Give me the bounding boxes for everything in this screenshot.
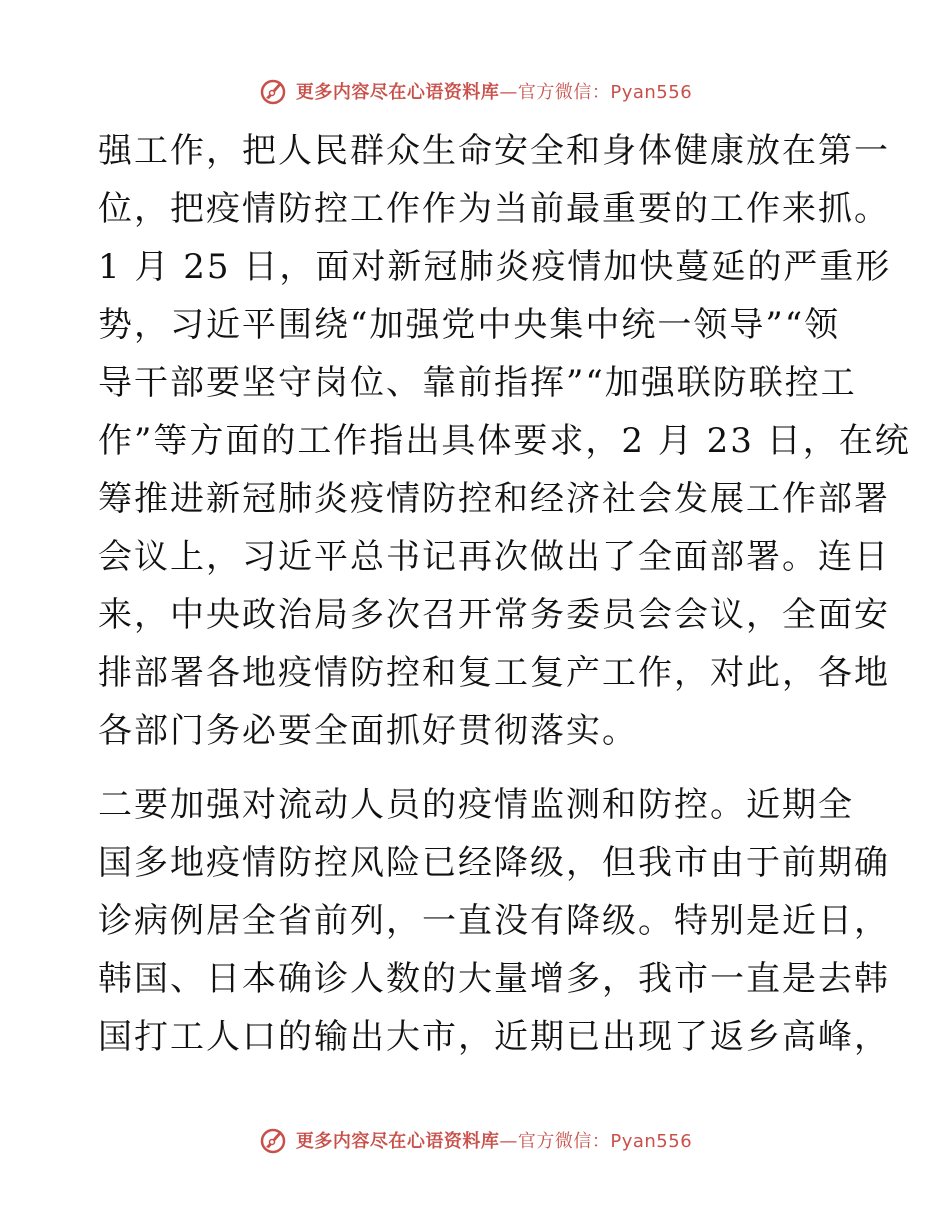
paragraph-1	[98, 122, 911, 760]
text-line: 位，把疫情防控工作作为当前最重要的工作来抓。	[98, 189, 890, 229]
text-line: 导干部要坚守岗位、靠前指挥”“加强联防联控工	[98, 363, 857, 403]
header-watermark	[0, 76, 950, 106]
text-line: 国多地疫情防控风险已经降级，但我市由于前期确	[98, 843, 890, 883]
text-line: 1 月 25 日，面对新冠肺炎疫情加快蔓延的严重形	[98, 247, 892, 287]
text-line: 诊病例居全省前列，一直没有降级。特别是近日，	[98, 901, 890, 941]
text-line: 强工作，把人民群众生命安全和身体健康放在第一	[98, 131, 890, 171]
quill-logo-icon	[258, 76, 288, 106]
text-line: 二要加强对流动人员的疫情监测和防控。近期全	[98, 785, 854, 825]
text-line: 来，中央政治局多次召开常务委员会会议，全面安	[98, 595, 890, 635]
text-line: 会议上，习近平总书记再次做出了全面部署。连日	[98, 537, 890, 577]
text-line: 势，习近平围绕“加强党中央集中统一领导”“领	[98, 305, 841, 345]
text-line: 作”等方面的工作指出具体要求，2 月 23 日，在统	[98, 421, 911, 461]
paragraph-gap	[98, 760, 858, 776]
document-body	[98, 122, 911, 1066]
text-line: 排部署各地疫情防控和复工复产工作，对此，各地	[98, 653, 890, 693]
footer-watermark	[0, 1125, 950, 1155]
quill-logo-icon	[258, 1125, 288, 1155]
watermark-text: 更多内容尽在心语资料库—官方微信：Pyan556	[295, 82, 693, 103]
text-line: 各部门务必要全面抓好贯彻落实。	[98, 711, 638, 751]
text-line: 筹推进新冠肺炎疫情防控和经济社会发展工作部署	[98, 479, 890, 519]
text-line: 韩国、日本确诊人数的大量增多，我市一直是去韩	[98, 959, 890, 999]
watermark-text: 更多内容尽在心语资料库—官方微信：Pyan556	[295, 1131, 693, 1152]
text-line: 国打工人口的输出大市，近期已出现了返乡高峰，	[98, 1017, 890, 1057]
paragraph-2	[98, 776, 890, 1066]
